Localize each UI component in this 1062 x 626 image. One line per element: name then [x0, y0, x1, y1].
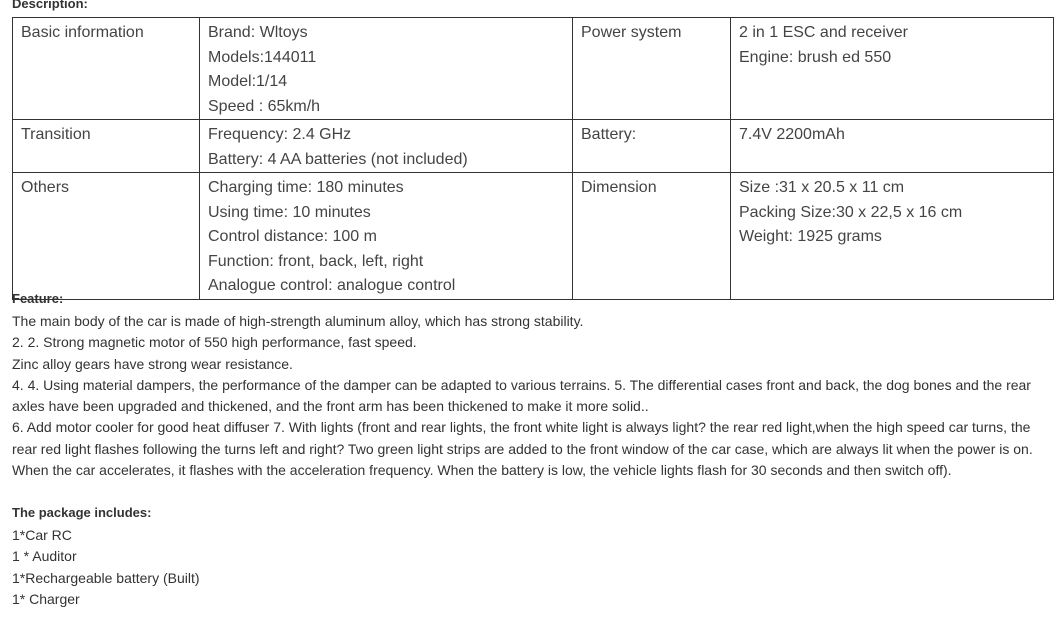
row-label: Power system — [573, 18, 731, 120]
row-label: Battery: — [573, 120, 731, 173]
row-label: Transition — [13, 120, 200, 173]
feature-paragraph: The main body of the car is made of high-strength aluminum alloy, which has strong stability. — [12, 313, 584, 329]
feature-paragraph: 6. Add motor cooler for good heat diffuser 7. With lights (front and rear lights, the front white light is always light? the rear red light,when the high speed car turns, the rear red light flashes following the turns left and right? Two green light strips are added to the front window of the car case, which are always lit when the power is on. When the car accelerates, it flashes with the acceleration frequency. When the battery is low, the vehicle lights flash for 30 seconds and then switch off). — [12, 419, 1033, 479]
row-label: Basic information — [13, 18, 200, 120]
package-item: 1*Rechargeable battery (Built) — [12, 569, 200, 586]
table-row — [13, 18, 1054, 120]
package-item: 1 * Auditor — [12, 548, 77, 565]
row-label: Others — [13, 173, 200, 300]
feature-section — [12, 290, 1054, 481]
feature-heading: Feature: — [12, 291, 64, 306]
description-heading: Description: — [12, 0, 88, 11]
package-section — [12, 504, 1054, 610]
table-row — [13, 120, 1054, 173]
feature-paragraph: Zinc alloy gears have strong wear resistance. — [12, 355, 293, 372]
row-values: 2 in 1 ESC and receiver Engine: brush ed 550 — [731, 18, 1054, 120]
package-item: 1*Car RC — [12, 527, 72, 543]
feature-paragraph: 4. 4. Using material dampers, the performance of the damper can be adapted to various terrains. 5. The differential cases front and back, the dog bones and the rear axles have been upgraded and thickened, and the front arm has been thickened to make it more solid.. — [12, 376, 1031, 415]
row-values: Charging time: 180 minutes Using time: 10 minutes Control distance: 100 m Function: front, back, left, right Analogue control: analogue control — [200, 173, 573, 300]
row-label: Dimension — [573, 173, 731, 300]
row-values: Size :31 x 20.5 x 11 cm Packing Size:30 x 22,5 x 16 cm Weight: 1925 grams — [731, 173, 1054, 300]
row-values: 7.4V 2200mAh — [731, 120, 1054, 173]
row-values: Frequency: 2.4 GHz Battery: 4 AA batteries (not included) — [200, 120, 573, 173]
spec-table — [12, 17, 1054, 300]
feature-paragraph: 2. 2. Strong magnetic motor of 550 high performance, fast speed. — [12, 334, 417, 351]
row-values: Brand: Wltoys Models:144011 Model:1/14 Speed : 65km/h — [200, 18, 573, 120]
table-row — [13, 173, 1054, 300]
package-item: 1* Charger — [12, 590, 80, 607]
package-heading: The package includes: — [12, 505, 152, 520]
